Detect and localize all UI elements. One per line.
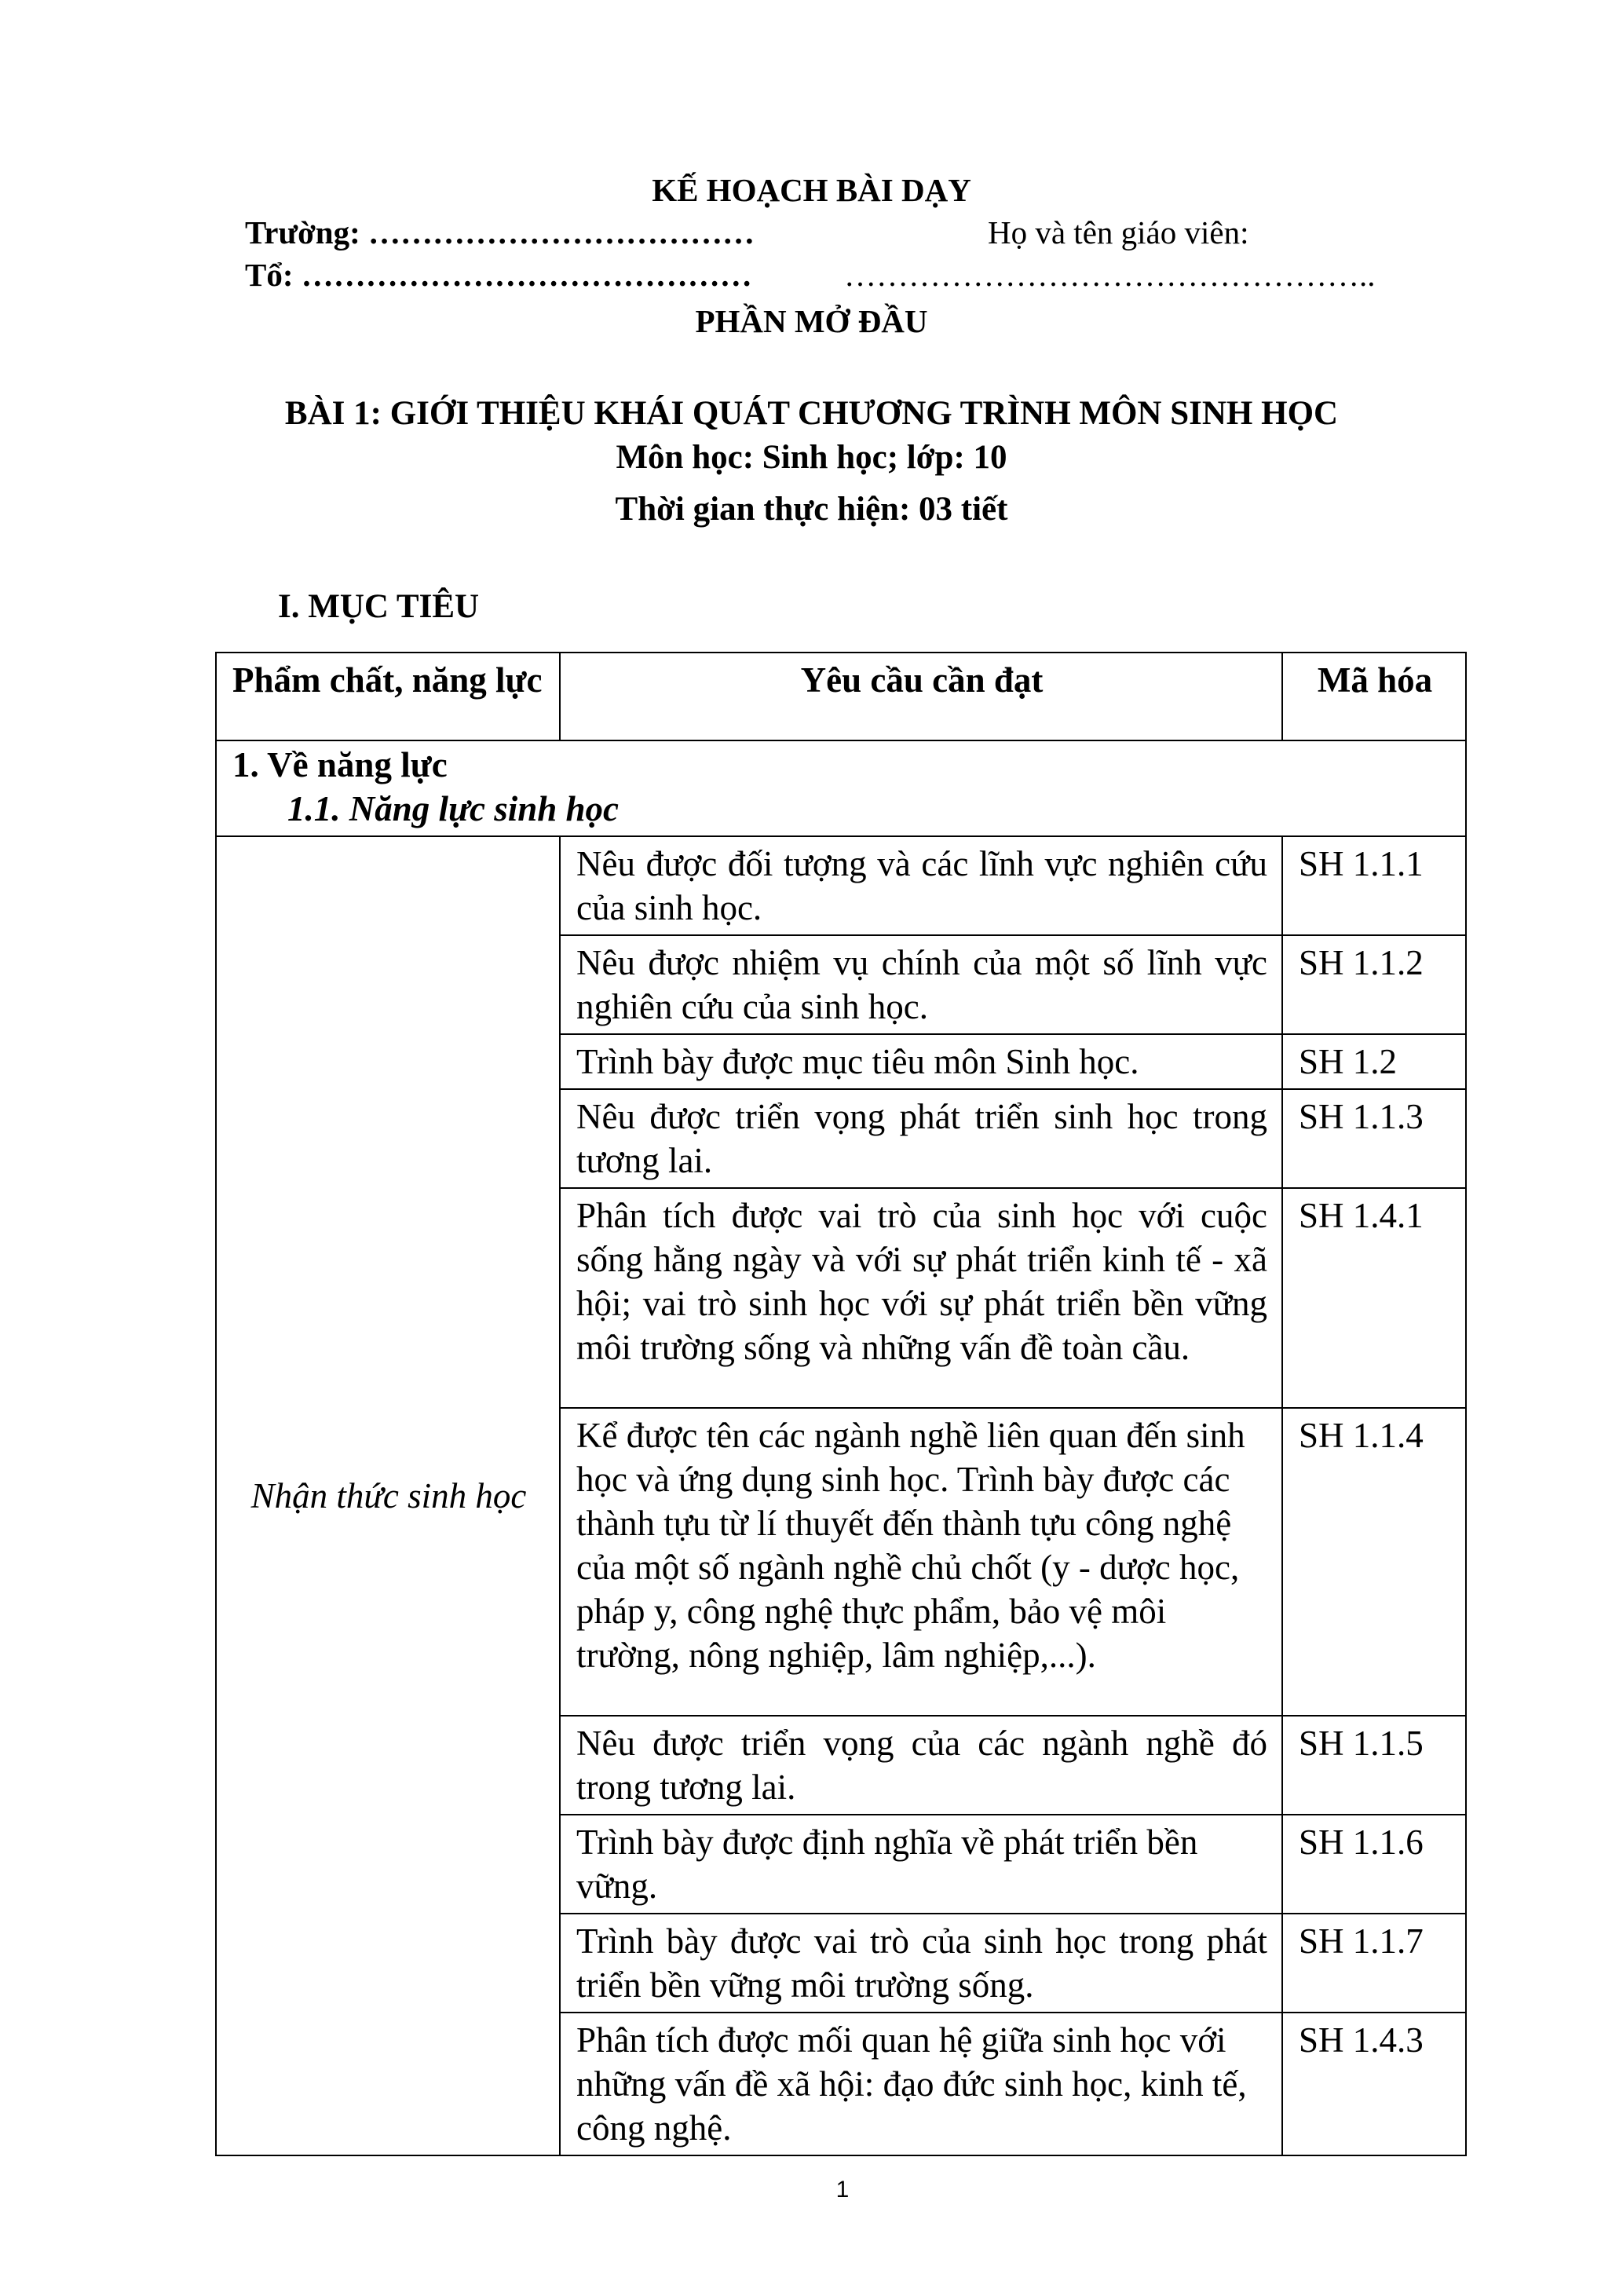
code-cell: SH 1.1.5 — [1282, 1716, 1466, 1815]
table-row — [216, 836, 1466, 935]
table-header-row — [216, 653, 1466, 740]
group-label: Tổ: …………………………………… — [245, 257, 752, 293]
code-cell: SH 1.4.1 — [1282, 1188, 1466, 1408]
duration-line: Thời gian thực hiện: 03 tiết — [615, 491, 1008, 528]
requirement-cell: Phân tích được mối quan hệ giữa sinh học với những vấn đề xã hội: đạo đức sinh học, kinh tế, công nghệ. — [560, 2013, 1282, 2155]
requirement-cell: Nêu được đối tượng và các lĩnh vực nghiên cứu của sinh học. — [560, 836, 1282, 935]
requirement-cell: Trình bày được mục tiêu môn Sinh học. — [560, 1034, 1282, 1089]
code-cell: SH 1.1.2 — [1282, 935, 1466, 1034]
code-cell: SH 1.4.3 — [1282, 2013, 1466, 2155]
header-code: Mã hóa — [1282, 653, 1466, 740]
requirement-cell: Kể được tên các ngành nghề liên quan đến sinh học và ứng dụng sinh học. Trình bày được các thành tựu từ lí thuyết đến thành tựu công nghệ của một số ngành nghề chủ chốt (y - dược học, pháp y, công nghệ thực phẩm, bảo vệ môi trường, nông nghiệp, lâm nghiệp,...). — [560, 1408, 1282, 1716]
code-cell: SH 1.1.3 — [1282, 1089, 1466, 1188]
code-cell: SH 1.1.1 — [1282, 836, 1466, 935]
requirement-cell: Nêu được triển vọng của các ngành nghề đó trong tương lai. — [560, 1716, 1282, 1815]
lesson-title: BÀI 1: GIỚI THIỆU KHÁI QUÁT CHƯƠNG TRÌNH MÔN SINH HỌC — [284, 395, 1339, 432]
requirement-cell: Trình bày được vai trò của sinh học trong phát triển bền vững môi trường sống. — [560, 1914, 1282, 2013]
teacher-name-label: Họ và tên giáo viên: — [988, 214, 1249, 250]
code-cell: SH 1.1.6 — [1282, 1815, 1466, 1914]
teacher-name-dots: ………………………………………….. — [844, 257, 1376, 293]
requirement-cell: Nêu được triển vọng phát triển sinh học trong tương lai. — [560, 1089, 1282, 1188]
code-cell: SH 1.2 — [1282, 1034, 1466, 1089]
category-cell: Nhận thức sinh học — [216, 836, 560, 2155]
school-label: Trường: ……………………………… — [245, 214, 755, 250]
requirement-cell: Phân tích được vai trò của sinh học với cuộc sống hằng ngày và với sự phát triển kinh tế - xã hội; vai trò sinh học với sự phát triển bền vững môi trường sống và những vấn đề toàn cầu. — [560, 1188, 1282, 1408]
code-cell: SH 1.1.4 — [1282, 1408, 1466, 1716]
page-number: 1 — [835, 2177, 850, 2203]
part-heading: PHẦN MỞ ĐẦU — [695, 303, 928, 339]
subject-line: Môn học: Sinh học; lớp: 10 — [616, 439, 1007, 476]
code-cell: SH 1.1.7 — [1282, 1914, 1466, 2013]
group-heading: 1. Về năng lực — [232, 745, 448, 784]
objectives-table — [215, 652, 1467, 2156]
requirement-cell: Nêu được nhiệm vụ chính của một số lĩnh vực nghiên cứu của sinh học. — [560, 935, 1282, 1034]
requirement-cell: Trình bày được định nghĩa về phát triển bền vững. — [560, 1815, 1282, 1914]
subgroup-heading: 1.1. Năng lực sinh học — [287, 789, 620, 828]
document-title: KẾ HOẠCH BÀI DẠY — [652, 172, 971, 208]
group-heading-row — [216, 740, 1466, 836]
header-competency: Phẩm chất, năng lực — [216, 653, 560, 740]
section-heading: I. MỤC TIÊU — [278, 588, 480, 625]
header-requirement: Yêu cầu cần đạt — [560, 653, 1282, 740]
